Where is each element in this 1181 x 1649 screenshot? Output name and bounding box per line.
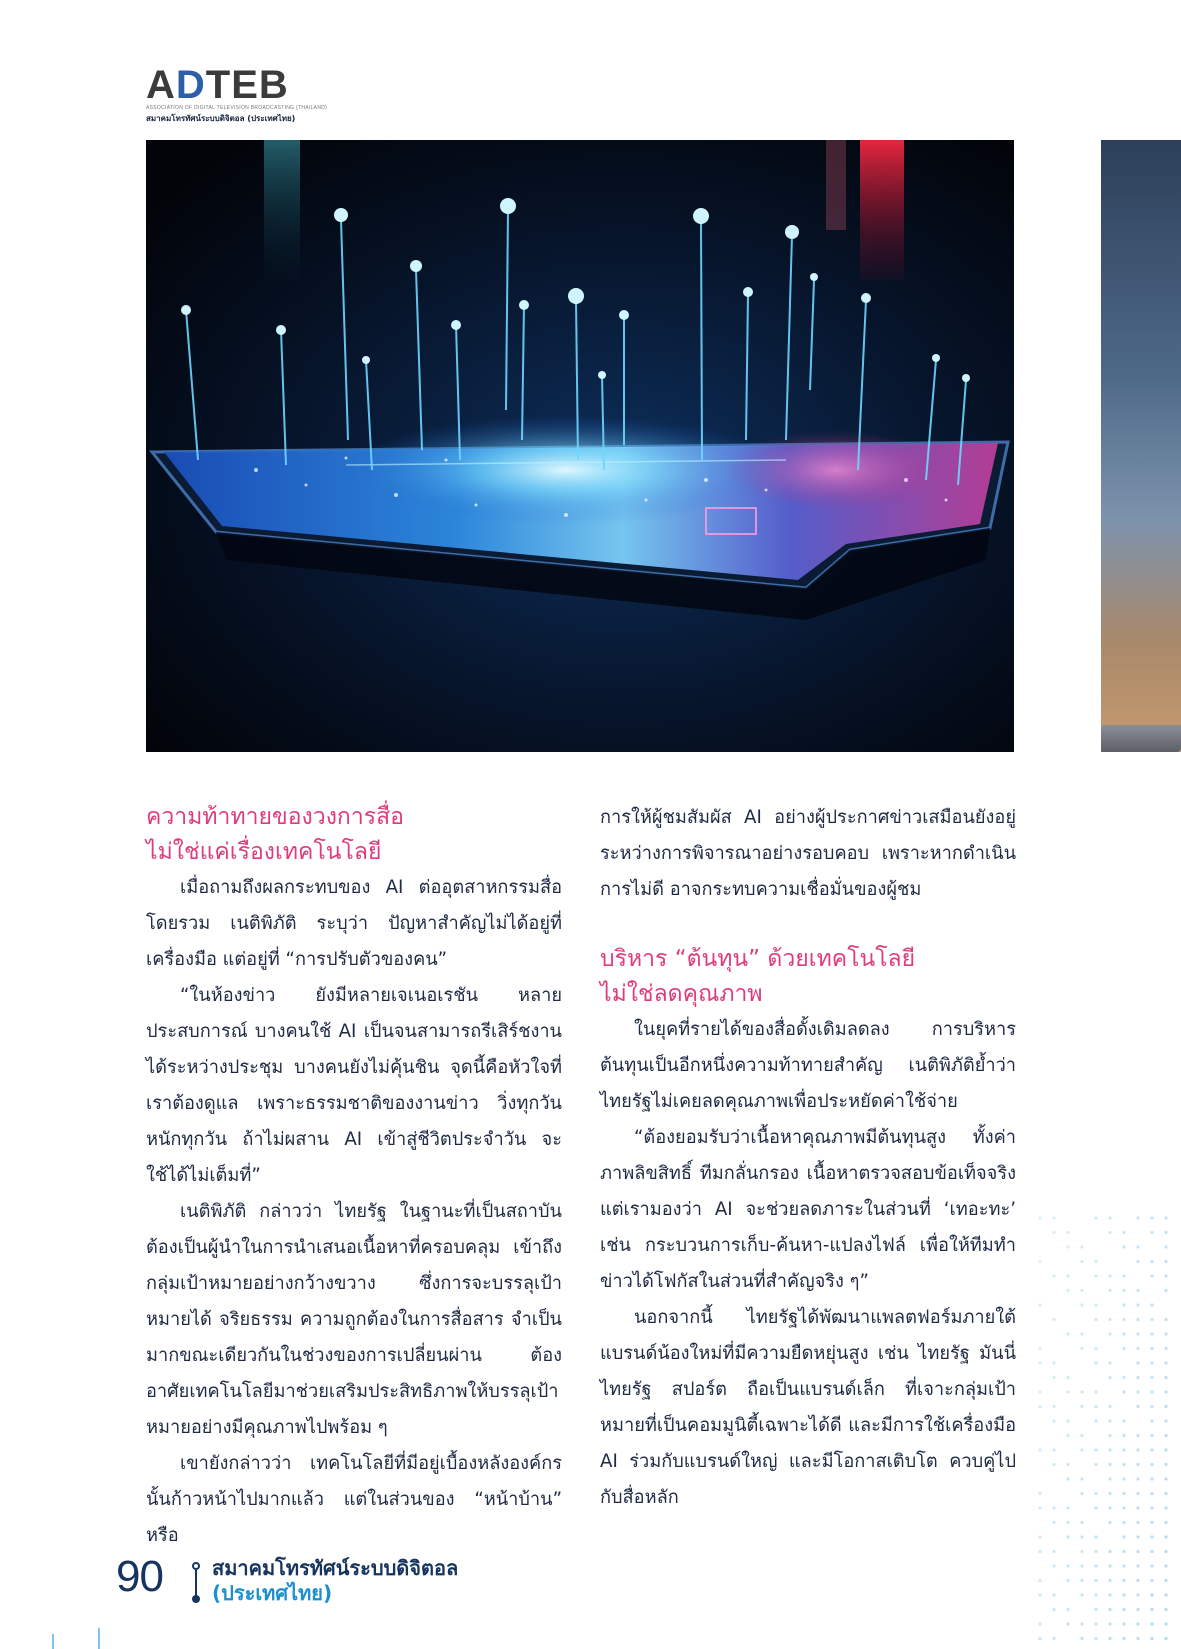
- decorative-dot: [1052, 1231, 1055, 1234]
- decorative-dot: [1094, 1361, 1097, 1364]
- decorative-dot: [1080, 1434, 1083, 1437]
- decorative-dot: [1108, 1376, 1111, 1379]
- decorative-dot: [1080, 1593, 1083, 1596]
- decorative-dot: [1122, 1448, 1125, 1451]
- decorative-dot: [1094, 1390, 1097, 1393]
- decorative-dot: [1080, 1521, 1083, 1524]
- decorative-dot: [1136, 1608, 1139, 1611]
- decorative-dot: [1136, 1376, 1139, 1379]
- decorative-dot: [1080, 1260, 1083, 1263]
- decorative-dot: [1108, 1579, 1111, 1582]
- decorative-dot: [1164, 1274, 1167, 1277]
- decorative-dot: [1164, 1347, 1167, 1350]
- decorative-dot: [1150, 1492, 1153, 1495]
- decorative-dot: [1164, 1521, 1167, 1524]
- decorative-dot: [1136, 1245, 1139, 1248]
- decorative-dot: [1080, 1303, 1083, 1306]
- decorative-dot: [1066, 1521, 1069, 1524]
- decorative-dot: [1094, 1260, 1097, 1263]
- decorative-dot: [1136, 1477, 1139, 1480]
- decorative-dot: [1122, 1318, 1125, 1321]
- decorative-dot: [1038, 1506, 1041, 1509]
- decorative-dot: [1108, 1448, 1111, 1451]
- decorative-dot: [1094, 1303, 1097, 1306]
- decorative-dot: [1080, 1332, 1083, 1335]
- decorative-dot: [1164, 1434, 1167, 1437]
- decorative-dot: [1080, 1492, 1083, 1495]
- decorative-dot: [1066, 1608, 1069, 1611]
- decorative-dot: [1094, 1347, 1097, 1350]
- footer-org-country: (ประเทศไทย): [212, 1581, 333, 1605]
- section1-heading-line1: ความท้าทายของวงการสื่อ: [146, 804, 404, 830]
- decorative-dot: [1080, 1564, 1083, 1567]
- laptop-shape: [1101, 725, 1181, 752]
- section2-paragraph: ในยุคที่รายได้ของสื่อดั้งเดิมลดลง การบริหารต้นทุนเป็นอีกหนึ่งความท้าทายสำคัญ เนติพิภัติย้ำว่า ไทยรัฐไม่เคยลดคุณภาพเพื่อประหยัดค่าใช้จ่าย: [600, 1019, 1016, 1112]
- decorative-dot: [1164, 1637, 1167, 1640]
- decorative-dot: [1094, 1419, 1097, 1422]
- decorative-dot: [1122, 1463, 1125, 1466]
- decorative-dot: [1122, 1593, 1125, 1596]
- decorative-dot: [1150, 1303, 1153, 1306]
- decorative-dot: [1094, 1448, 1097, 1451]
- decorative-dot: [1164, 1260, 1167, 1263]
- decorative-dot: [1164, 1216, 1167, 1219]
- decorative-dot: [1052, 1274, 1055, 1277]
- decorative-dot: [1108, 1622, 1111, 1625]
- decorative-dot: [1038, 1405, 1041, 1408]
- decorative-dot: [1080, 1390, 1083, 1393]
- decorative-dot: [1108, 1593, 1111, 1596]
- decorative-dot: [1136, 1260, 1139, 1263]
- decorative-dot: [1150, 1376, 1153, 1379]
- section2-heading-line2: ไม่ใช่ลดคุณภาพ: [600, 981, 763, 1007]
- decorative-dot: [1066, 1390, 1069, 1393]
- decorative-dot: [1150, 1434, 1153, 1437]
- decorative-dot: [1066, 1274, 1069, 1277]
- decorative-dot: [1136, 1593, 1139, 1596]
- decorative-dot: [1122, 1245, 1125, 1248]
- section1-paragraph: เมื่อถามถึงผลกระทบของ AI ต่ออุตสาหกรรมสื่อโดยรวม เนติพิภัติ ระบุว่า ปัญหาสำคัญไม่ได้อยู่ที่เครื่องมือ แต่อยู่ที่ “การปรับตัวของคน”: [146, 877, 562, 970]
- section-spacer: [600, 908, 1016, 942]
- decorative-dot: [1066, 1332, 1069, 1335]
- continuation-paragraph: การให้ผู้ชมสัมผัส AI อย่างผู้ประกาศข่าวเสมือนยังอยู่ระหว่างการพิจารณาอย่างรอบคอบ เพราะหากดำเนินการไม่ดี อาจกระทบความเชื่อมั่นของผู้ชม: [600, 807, 1016, 900]
- decorative-dot: [1164, 1579, 1167, 1582]
- decorative-dot: [1136, 1289, 1139, 1292]
- decorative-dot: [1052, 1521, 1055, 1524]
- decorative-dot: [1038, 1390, 1041, 1393]
- section1-heading-line2: ไม่ใช่แค่เรื่องเทคโนโลยี: [146, 839, 382, 865]
- decorative-dot: [1038, 1550, 1041, 1553]
- decorative-dot: [1136, 1390, 1139, 1393]
- ai-tablet-illustration: [146, 140, 1014, 752]
- decorative-dot: [1038, 1347, 1041, 1350]
- decorative-dot: [1108, 1419, 1111, 1422]
- decorative-dot: [1066, 1564, 1069, 1567]
- decorative-dot: [1108, 1274, 1111, 1277]
- decorative-dot: [1136, 1361, 1139, 1364]
- decorative-dot: [1150, 1550, 1153, 1553]
- decorative-dot: [1164, 1318, 1167, 1321]
- decorative-dot: [1150, 1361, 1153, 1364]
- decorative-dot: [1094, 1593, 1097, 1596]
- decorative-dot: [1052, 1550, 1055, 1553]
- logo-letter: B: [258, 63, 289, 107]
- decorative-dot: [1080, 1448, 1083, 1451]
- decorative-dot: [1094, 1608, 1097, 1611]
- decorative-dot: [1136, 1216, 1139, 1219]
- decorative-dot: [1150, 1608, 1153, 1611]
- logo-letter: A: [146, 63, 176, 107]
- decorative-dot: [1080, 1347, 1083, 1350]
- section1-paragraph: เนติพิภัติ กล่าวว่า ไทยรัฐ ในฐานะที่เป็นสถาบันต้องเป็นผู้นำในการนำเสนอเนื้อหาที่ครอบคลุม เข้าถึงกลุ่มเป้าหมายอย่างกว้างขวาง ซึ่งการจะบรรลุเป้าหมายได้ จริยธรรม ความถูกต้องในการสื่อสาร จำเป็นมากขณะเดียวกันในช่วงของการเปลี่ยนผ่าน ต้องอาศัยเทคโนโลยีมาช่วยเสริมประสิทธิภาพให้บรรลุเป้าหมายอย่างมีคุณภาพไปพร้อม ๆ: [146, 1201, 562, 1438]
- decorative-dot: [1136, 1332, 1139, 1335]
- decorative-dot: [1052, 1564, 1055, 1567]
- decorative-dot: [1108, 1434, 1111, 1437]
- decorative-dot: [1094, 1535, 1097, 1538]
- decorative-dot: [1094, 1492, 1097, 1495]
- decorative-dot: [1038, 1260, 1041, 1263]
- decorative-dot: [1122, 1303, 1125, 1306]
- article-column-right: [600, 800, 1016, 1516]
- decorative-dot: [1108, 1521, 1111, 1524]
- decorative-dot: [1052, 1608, 1055, 1611]
- page-number: 90: [116, 1552, 163, 1601]
- decorative-dot: [1052, 1593, 1055, 1596]
- decorative-dot: [1094, 1564, 1097, 1567]
- decorative-dot: [1108, 1318, 1111, 1321]
- decorative-dot: [1094, 1405, 1097, 1408]
- decorative-dot: [1038, 1448, 1041, 1451]
- decorative-dot: [1164, 1608, 1167, 1611]
- decorative-dot: [1164, 1550, 1167, 1553]
- logo-wordmark: [146, 63, 316, 107]
- decorative-dot: [1122, 1521, 1125, 1524]
- decorative-dot: [1080, 1550, 1083, 1553]
- decorative-dot: [1136, 1637, 1139, 1640]
- decorative-dot: [1150, 1521, 1153, 1524]
- decorative-dot: [1052, 1318, 1055, 1321]
- hero-image-ai-tablet: [146, 140, 1014, 752]
- logo-thai-name: สมาคมโทรทัศน์ระบบดิจิตอล (ประเทศไทย): [146, 114, 296, 123]
- decorative-dot: [1136, 1564, 1139, 1567]
- decorative-dot: [1150, 1477, 1153, 1480]
- footer-organization: [212, 1556, 458, 1606]
- decorative-dot: [1094, 1274, 1097, 1277]
- decorative-dot: [1066, 1231, 1069, 1234]
- decorative-dot: [1108, 1332, 1111, 1335]
- decorative-dot: [1122, 1535, 1125, 1538]
- decorative-dot: [1150, 1506, 1153, 1509]
- decorative-dot: [1164, 1477, 1167, 1480]
- decorative-dot: [1066, 1376, 1069, 1379]
- logo-letter: T: [205, 63, 232, 107]
- decorative-dot: [1136, 1506, 1139, 1509]
- decorative-dot: [1164, 1564, 1167, 1567]
- decorative-dot: [1150, 1231, 1153, 1234]
- decorative-dot: [1052, 1419, 1055, 1422]
- decorative-dot: [1122, 1608, 1125, 1611]
- decorative-dot: [1108, 1477, 1111, 1480]
- logo-subtitle: ASSOCIATION OF DIGITAL TELEVISION BROADCASTING (THAILAND): [146, 105, 328, 111]
- decorative-dot: [1150, 1637, 1153, 1640]
- decorative-dot: [1038, 1361, 1041, 1364]
- decorative-edge-ticks: [48, 1628, 108, 1649]
- decorative-dot: [1108, 1231, 1111, 1234]
- decorative-dot: [1122, 1419, 1125, 1422]
- decorative-dot: [1080, 1289, 1083, 1292]
- decorative-dot: [1108, 1463, 1111, 1466]
- decorative-dot: [1150, 1405, 1153, 1408]
- decorative-dot: [1052, 1216, 1055, 1219]
- decorative-dot: [1108, 1550, 1111, 1553]
- decorative-dot: [1066, 1463, 1069, 1466]
- decorative-dot: [1066, 1622, 1069, 1625]
- decorative-dot: [1164, 1376, 1167, 1379]
- decorative-dot: [1136, 1463, 1139, 1466]
- section2-heading: [600, 942, 1016, 1012]
- decorative-dot: [1122, 1390, 1125, 1393]
- decorative-dot: [1122, 1332, 1125, 1335]
- decorative-dot: [1164, 1492, 1167, 1495]
- decorative-dot: [1052, 1376, 1055, 1379]
- decorative-dot: [1080, 1637, 1083, 1640]
- decorative-dot: [1108, 1492, 1111, 1495]
- decorative-dot: [1150, 1448, 1153, 1451]
- decorative-dot: [1066, 1434, 1069, 1437]
- decorative-dot: [1052, 1637, 1055, 1640]
- decorative-dot: [1108, 1506, 1111, 1509]
- decorative-dot: [1094, 1216, 1097, 1219]
- decorative-dot: [1164, 1535, 1167, 1538]
- decorative-dot: [1150, 1274, 1153, 1277]
- decorative-dot: [1108, 1564, 1111, 1567]
- decorative-dot: [1136, 1434, 1139, 1437]
- decorative-dot: [1150, 1318, 1153, 1321]
- decorative-dot: [1122, 1564, 1125, 1567]
- decorative-dot: [1038, 1492, 1041, 1495]
- decorative-dot: [1164, 1622, 1167, 1625]
- decorative-dot: [1164, 1245, 1167, 1248]
- decorative-dot: [1164, 1390, 1167, 1393]
- decorative-dot: [1066, 1506, 1069, 1509]
- decorative-dot: [1164, 1405, 1167, 1408]
- decorative-dot: [1038, 1579, 1041, 1582]
- decorative-dot: [1038, 1216, 1041, 1219]
- decorative-dot: [1164, 1448, 1167, 1451]
- decorative-dot: [1150, 1593, 1153, 1596]
- decorative-dot: [1080, 1245, 1083, 1248]
- decorative-dot: [1122, 1289, 1125, 1292]
- footer-divider-icon: [190, 1562, 200, 1604]
- decorative-dot: [1038, 1303, 1041, 1306]
- decorative-dot: [1108, 1637, 1111, 1640]
- decorative-dot: [1094, 1579, 1097, 1582]
- decorative-dot: [1080, 1477, 1083, 1480]
- decorative-dot: [1122, 1434, 1125, 1437]
- side-photo-laptop: [1101, 140, 1181, 752]
- decorative-dot: [1136, 1303, 1139, 1306]
- decorative-dot: [1066, 1477, 1069, 1480]
- logo-letter: E: [231, 63, 259, 107]
- decorative-dot: [1038, 1622, 1041, 1625]
- decorative-dot: [1164, 1506, 1167, 1509]
- decorative-dot: [1122, 1376, 1125, 1379]
- decorative-dot: [1122, 1579, 1125, 1582]
- decorative-dot: [1164, 1419, 1167, 1422]
- decorative-dot: [1150, 1579, 1153, 1582]
- decorative-dot: [1136, 1448, 1139, 1451]
- decorative-dot: [1150, 1347, 1153, 1350]
- decorative-dot: [1164, 1361, 1167, 1364]
- decorative-dot: [1136, 1347, 1139, 1350]
- decorative-dot: [1164, 1593, 1167, 1596]
- decorative-dot: [1122, 1622, 1125, 1625]
- decorative-dot: [1136, 1405, 1139, 1408]
- decorative-dot: [1080, 1622, 1083, 1625]
- decorative-dot: [1094, 1318, 1097, 1321]
- decorative-dot: [1122, 1231, 1125, 1234]
- decorative-dot: [1094, 1550, 1097, 1553]
- decorative-dot: [1066, 1535, 1069, 1538]
- decorative-dot: [1136, 1492, 1139, 1495]
- decorative-dot: [1108, 1289, 1111, 1292]
- decorative-dot: [1080, 1535, 1083, 1538]
- decorative-dot: [1150, 1260, 1153, 1263]
- decorative-dot: [1080, 1405, 1083, 1408]
- decorative-dot-pattern: [1030, 1210, 1181, 1649]
- decorative-dot: [1052, 1405, 1055, 1408]
- decorative-dot: [1066, 1289, 1069, 1292]
- decorative-dot: [1150, 1390, 1153, 1393]
- decorative-dot: [1164, 1231, 1167, 1234]
- decorative-dot: [1038, 1593, 1041, 1596]
- decorative-dot: [1038, 1637, 1041, 1640]
- section2-paragraph: นอกจากนี้ ไทยรัฐได้พัฒนาแพลตฟอร์มภายใต้แบรนด์น้องใหม่ที่มีความยืดหยุ่นสูง เช่น ไทยรัฐ มันนี่ ไทยรัฐ สปอร์ต ถือเป็นแบรนด์เล็ก ที่เจาะกลุ่มเป้าหมายที่เป็นคอมมูนิตี้เฉพาะได้ดี และมีการใช้เครื่องมือ AI ร่วมกับแบรนด์ใหญ่ และมีโอกาสเติบโต ควบคู่ไปกับสื่อหลัก: [600, 1307, 1016, 1508]
- decorative-dot: [1122, 1506, 1125, 1509]
- decorative-dot: [1164, 1289, 1167, 1292]
- decorative-dot: [1066, 1245, 1069, 1248]
- decorative-dot: [1150, 1622, 1153, 1625]
- decorative-dot: [1094, 1506, 1097, 1509]
- section1-paragraph: “ในห้องข่าว ยังมีหลายเจเนอเรชัน หลายประสบการณ์ บางคนใช้ AI เป็นจนสามารถรีเสิร์ชงานได้ระหว่างประชุม บางคนยังไม่คุ้นชิน จุดนี้คือหัวใจที่เราต้องดูแล เพราะธรรมชาติของงานข่าว วิ่งทุกวัน หนักทุกวัน ถ้าไม่ผสาน AI เข้าสู่ชีวิตประจำวัน จะใช้ได้ไม่เต็มที่”: [146, 985, 562, 1186]
- decorative-dot: [1122, 1477, 1125, 1480]
- decorative-dot: [1052, 1506, 1055, 1509]
- decorative-dot: [1136, 1579, 1139, 1582]
- decorative-dot: [1052, 1361, 1055, 1364]
- decorative-dot: [1136, 1318, 1139, 1321]
- decorative-dot: [1150, 1564, 1153, 1567]
- article-column-left: [146, 800, 562, 1554]
- decorative-dot: [1052, 1463, 1055, 1466]
- logo-letter: D: [175, 63, 206, 107]
- decorative-dot: [1108, 1361, 1111, 1364]
- decorative-dot: [1038, 1535, 1041, 1538]
- section1-heading: [146, 800, 562, 870]
- decorative-dot: [1094, 1637, 1097, 1640]
- decorative-dot: [1122, 1637, 1125, 1640]
- decorative-dot: [1122, 1550, 1125, 1553]
- section2-paragraph: “ต้องยอมรับว่าเนื้อหาคุณภาพมีต้นทุนสูง ทั้งค่าภาพลิขสิทธิ์ ทีมกลั่นกรอง เนื้อหาตรวจสอบข้อเท็จจริง แต่เรามองว่า AI จะช่วยลดภาระในส่วนที่ ‘เทอะทะ’ เช่น กระบวนการเก็บ-ค้นหา-แปลงไฟล์ เพื่อให้ทีมทำข่าวได้โฟกัสในส่วนที่สำคัญจริง ๆ”: [600, 1127, 1016, 1292]
- decorative-dot: [1164, 1463, 1167, 1466]
- decorative-dot: [1094, 1622, 1097, 1625]
- section2-heading-line1: บริหาร “ต้นทุน” ด้วยเทคโนโลยี: [600, 946, 916, 972]
- decorative-dot: [1066, 1579, 1069, 1582]
- decorative-dot: [1108, 1608, 1111, 1611]
- decorative-dot: [1136, 1622, 1139, 1625]
- decorative-dot: [1066, 1419, 1069, 1422]
- decorative-dot: [1150, 1332, 1153, 1335]
- decorative-dot: [1150, 1463, 1153, 1466]
- decorative-dot: [1094, 1463, 1097, 1466]
- decorative-dot: [1052, 1448, 1055, 1451]
- decorative-dot: [1122, 1492, 1125, 1495]
- footer-org-name: สมาคมโทรทัศน์ระบบดิจิตอล: [212, 1556, 459, 1580]
- decorative-dot: [1164, 1332, 1167, 1335]
- decorative-dot: [1136, 1521, 1139, 1524]
- decorative-dot: [1136, 1550, 1139, 1553]
- decorative-dot: [1136, 1535, 1139, 1538]
- decorative-dot: [1080, 1579, 1083, 1582]
- decorative-dot: [1150, 1535, 1153, 1538]
- decorative-dot: [1150, 1216, 1153, 1219]
- decorative-dot: [1108, 1216, 1111, 1219]
- adteb-logo: [146, 63, 328, 123]
- decorative-dot: [1150, 1419, 1153, 1422]
- section1-paragraph: เขายังกล่าวว่า เทคโนโลยีที่มีอยู่เบื้องหลังองค์กรนั้นก้าวหน้าไปมากแล้ว แต่ในส่วนของ “หน้าบ้าน” หรือ: [146, 1453, 562, 1546]
- decorative-dot: [1122, 1347, 1125, 1350]
- decorative-dot: [1122, 1274, 1125, 1277]
- decorative-dot: [1108, 1405, 1111, 1408]
